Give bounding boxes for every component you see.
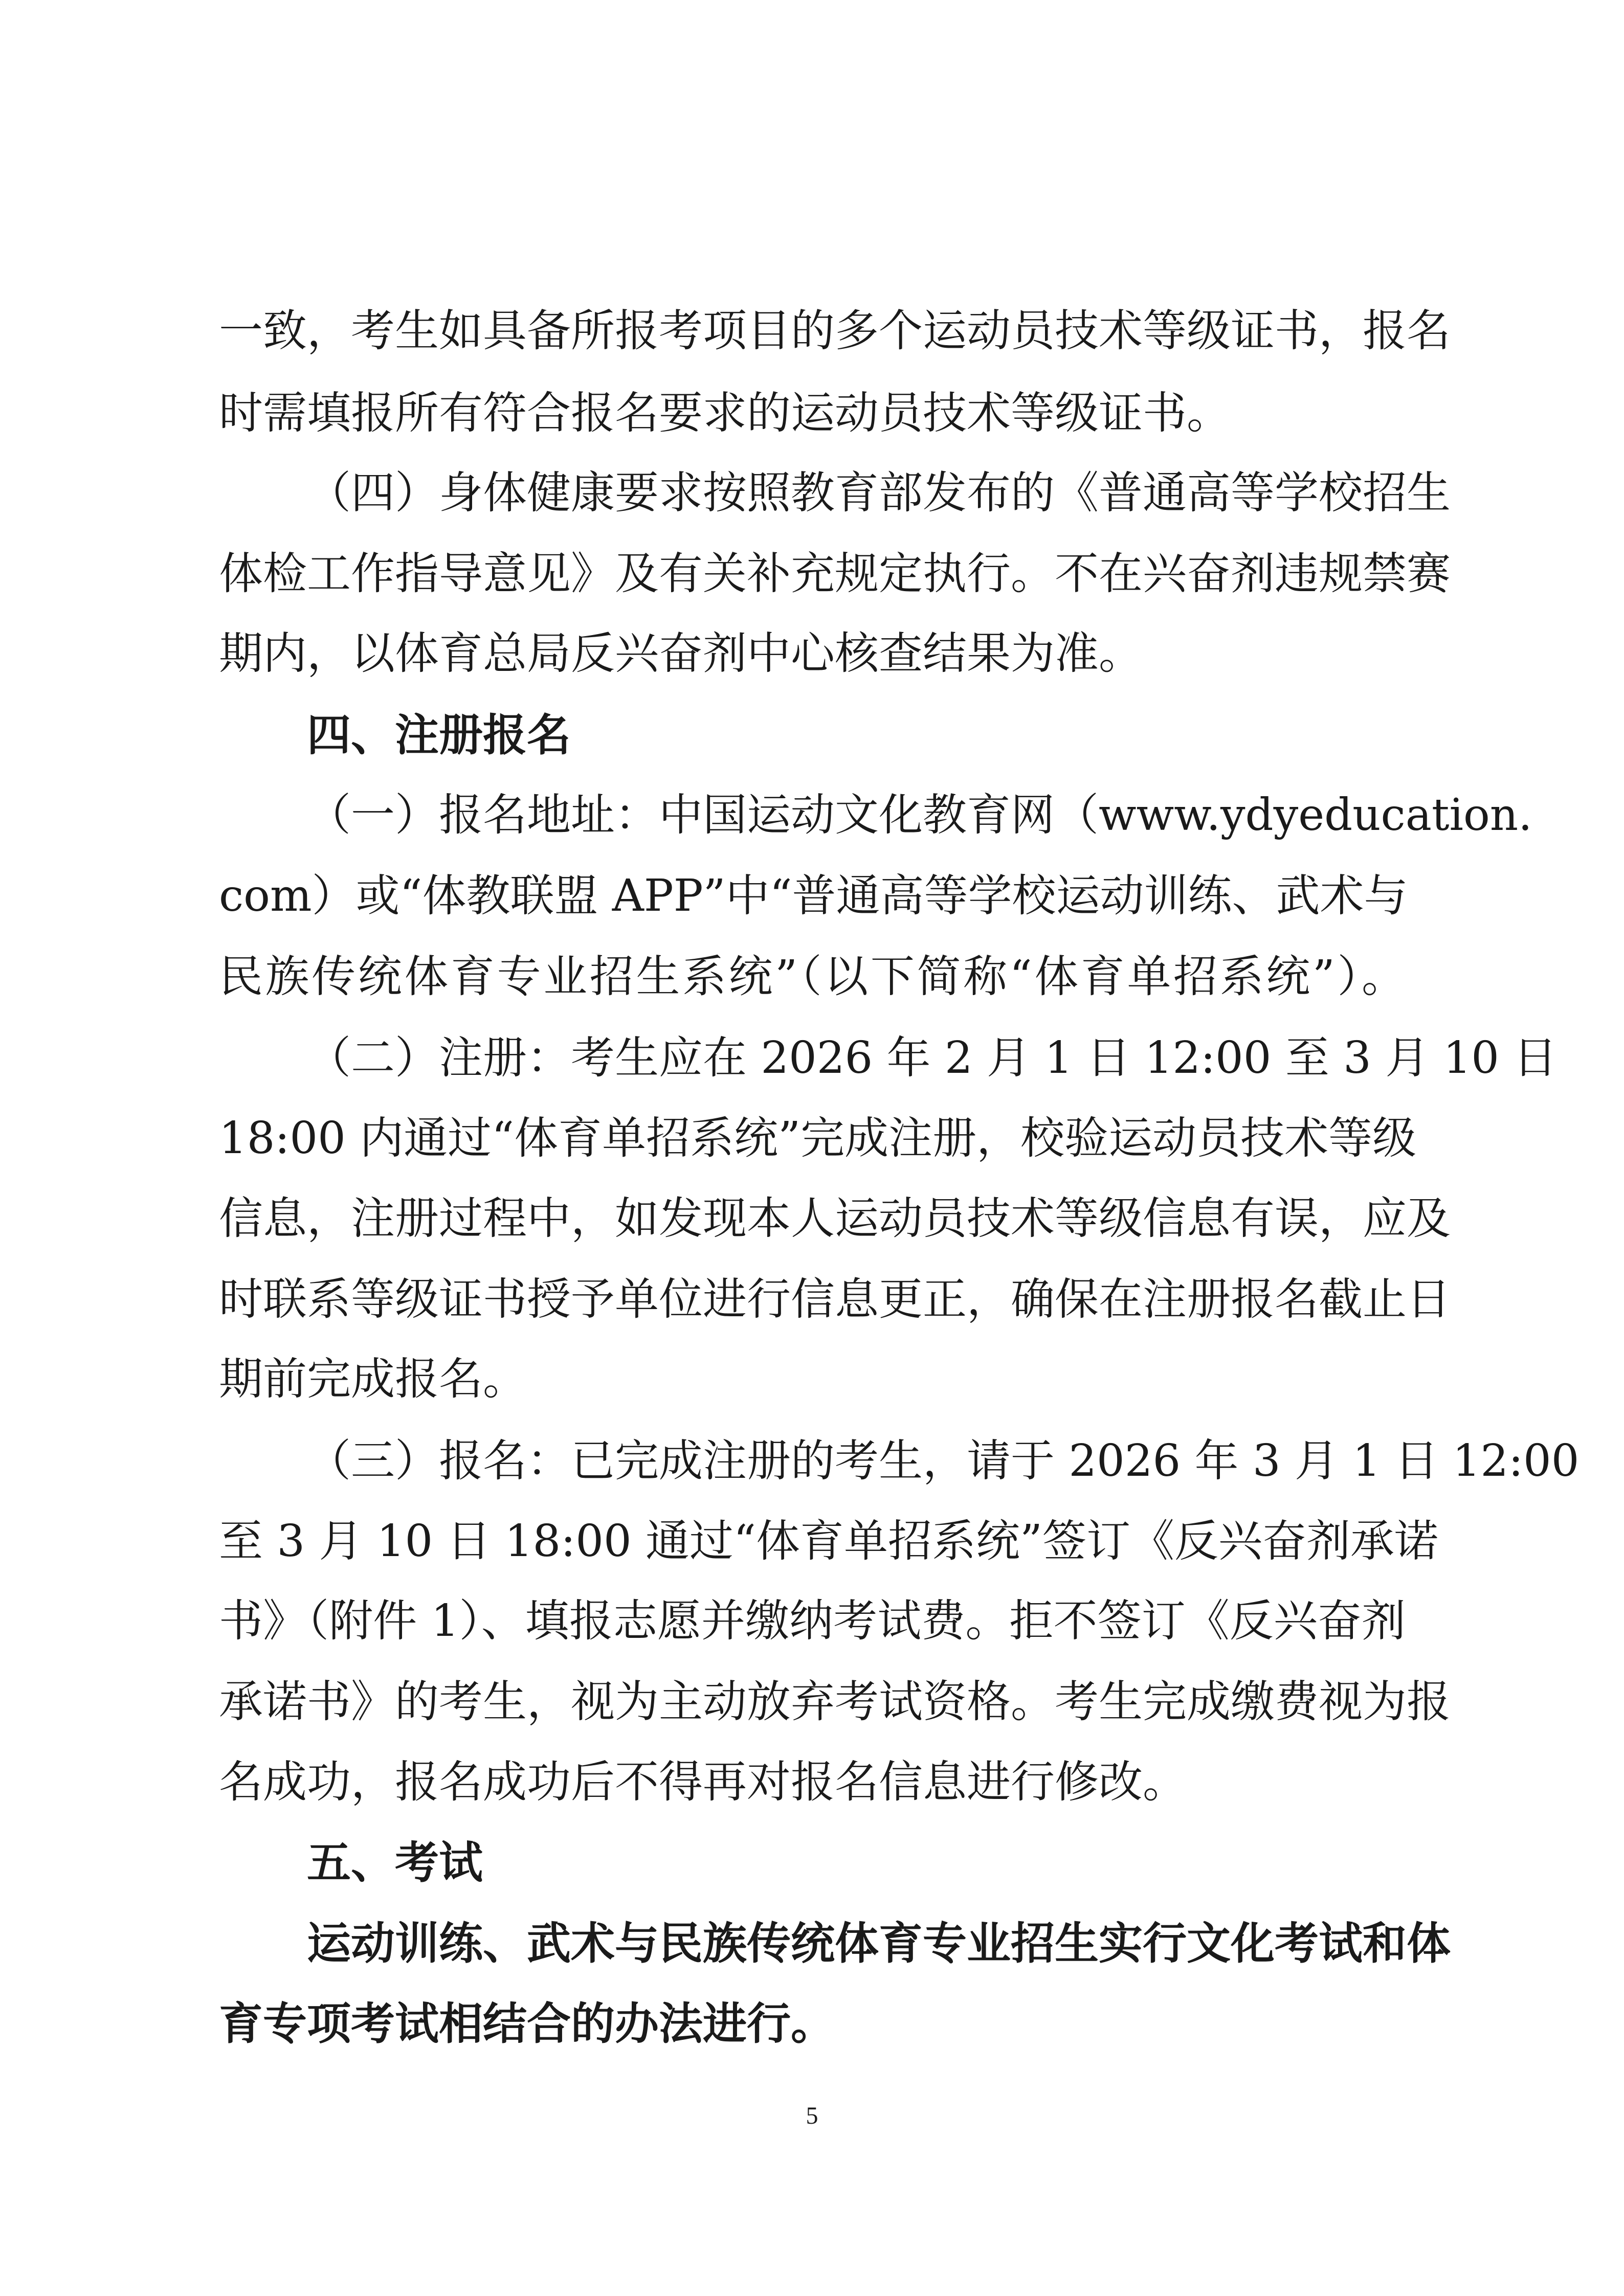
body-text-line-bold: 运动训练、武术与民族传统体育专业招生实行文化考试和体	[307, 1918, 1451, 1969]
body-text-line: 名成功，报名成功后不得再对报名信息进行修改。	[219, 1757, 1187, 1808]
body-text-line: 承诺书》的考生，视为主动放弃考试资格。考生完成缴费视为报	[219, 1676, 1451, 1727]
body-text-line-bold: 育专项考试相结合的办法进行。	[219, 1998, 835, 2050]
body-text-line: com）或“体教联盟 APP”中“普通高等学校运动训练、武术与	[219, 870, 1408, 921]
section-heading-registration: 四、注册报名	[307, 710, 571, 761]
body-text-line: 书》（附件 1）、填报志愿并缴纳考试费。拒不签订《反兴奋剂	[219, 1595, 1406, 1647]
body-text-line: 至 3 月 10 日 18:00 通过“体育单招系统”签订《反兴奋剂承诺	[219, 1516, 1438, 1567]
section-heading-exam: 五、考试	[307, 1837, 483, 1888]
body-text-line: 时需填报所有符合报名要求的运动员技术等级证书。	[219, 388, 1231, 439]
page-number: 5	[806, 2102, 818, 2129]
body-text-line: （一）报名地址：中国运动文化教育网（www.ydyeducation.	[307, 790, 1532, 841]
body-text-line: 期内，以体育总局反兴奋剂中心核查结果为准。	[219, 628, 1143, 679]
body-text-line: （四）身体健康要求按照教育部发布的《普通高等学校招生	[307, 467, 1451, 519]
body-text-line: （二）注册：考生应在 2026 年 2 月 1 日 12:00 至 3 月 10 日	[307, 1032, 1558, 1084]
body-text-line: 18:00 内通过“体育单招系统”完成注册，校验运动员技术等级	[219, 1113, 1417, 1164]
body-text-line: 时联系等级证书授予单位进行信息更正，确保在注册报名截止日	[219, 1274, 1451, 1325]
body-text-line: 一致，考生如具备所报考项目的多个运动员技术等级证书，报名	[219, 305, 1451, 356]
body-text-line: 体检工作指导意见》及有关补充规定执行。不在兴奋剂违规禁赛	[219, 548, 1451, 599]
body-text-line: 期前完成报名。	[219, 1354, 527, 1405]
body-text-line: 民族传统体育专业招生系统”（以下简称“体育单招系统”）。	[219, 951, 1406, 1002]
body-text-line: （三）报名：已完成注册的考生，请于 2026 年 3 月 1 日 12:00	[307, 1435, 1579, 1487]
body-text-line: 信息，注册过程中，如发现本人运动员技术等级信息有误，应及	[219, 1193, 1451, 1244]
